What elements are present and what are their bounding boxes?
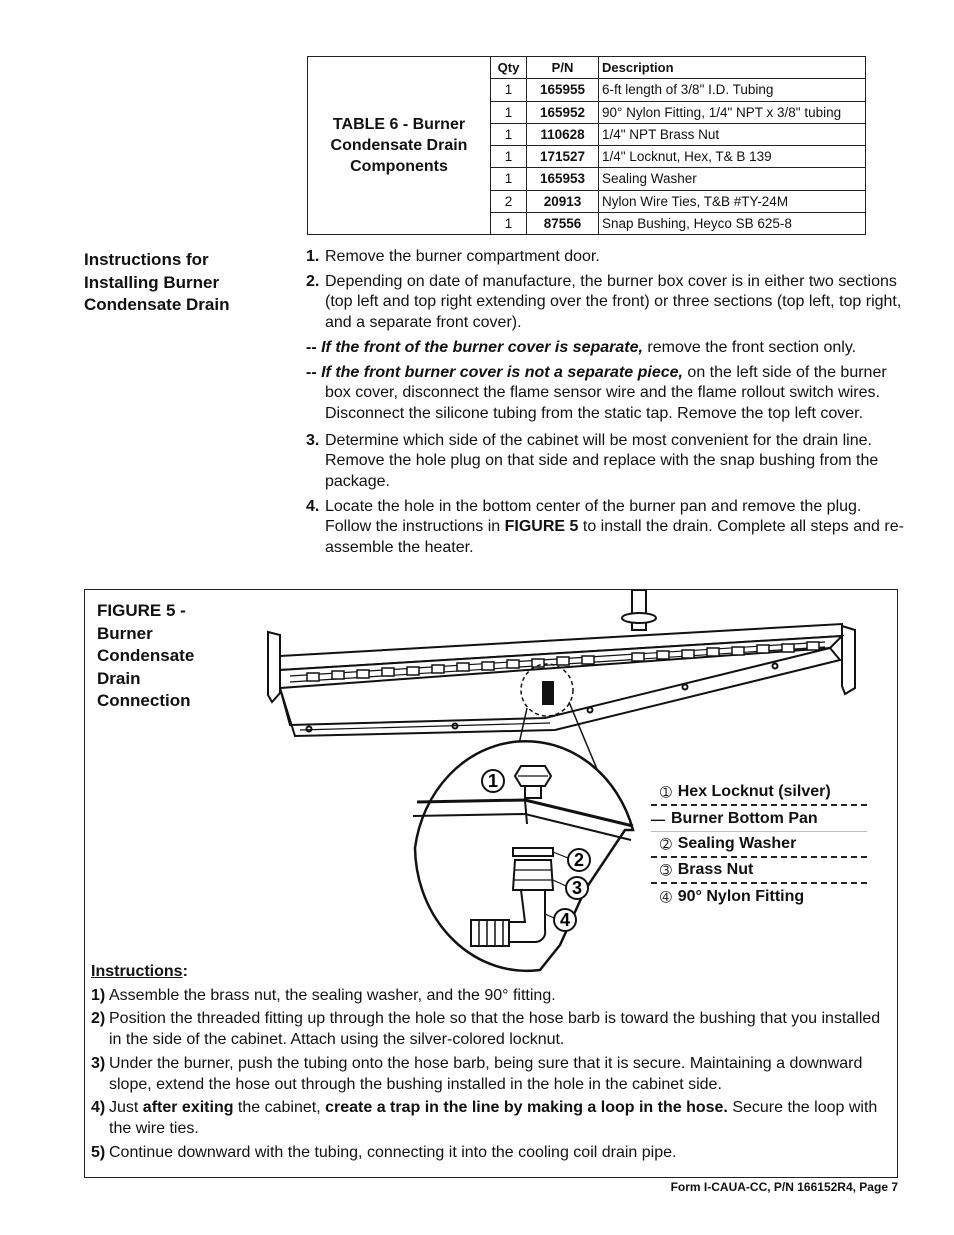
table-row	[491, 79, 865, 101]
cell-qty: 2	[491, 191, 527, 212]
components-table	[307, 56, 866, 235]
step-3	[306, 431, 906, 493]
table-header-row	[491, 57, 865, 79]
figure-5-box	[84, 589, 898, 1178]
instructions-heading	[91, 962, 891, 983]
figure-title: FIGURE 5 - Burner Condensate Drain Connection	[97, 601, 195, 710]
table-row	[491, 124, 865, 146]
cell-pn: 110628	[527, 124, 599, 145]
cell-description: 90° Nylon Fitting, 1/4" NPT x 3/8" tubing	[602, 104, 842, 120]
step-emphasis: create a trap in the line by making a loop in the hose.	[325, 1099, 728, 1117]
header-qty: Qty	[491, 57, 527, 78]
legend-label: Brass Nut	[677, 861, 754, 878]
table-row	[491, 102, 865, 124]
table-row	[491, 191, 865, 213]
left-bracket	[268, 632, 280, 702]
step-number: 3.	[306, 431, 320, 449]
sealing-washer	[513, 848, 553, 856]
step-number: 2.	[306, 272, 320, 290]
step-number: 4)	[91, 1099, 106, 1117]
callout-4: 4	[559, 910, 571, 930]
legend-marker: ➀	[660, 783, 672, 800]
legend-label: Hex Locknut (silver)	[677, 783, 831, 800]
cell-pn: 165952	[527, 102, 599, 123]
step-number: 1.	[306, 248, 320, 265]
dash-note-not-separate	[306, 363, 906, 425]
legend-item	[651, 780, 867, 806]
install-steps	[306, 247, 906, 563]
note-emphasis: -- If the front burner cover is not a separate piece,	[306, 363, 683, 381]
cell-qty: 1	[491, 213, 527, 234]
step-text: Just	[109, 1099, 143, 1117]
table-row	[491, 213, 865, 234]
right-bracket	[842, 626, 855, 694]
callout-3: 3	[571, 878, 583, 898]
step-number: 2)	[91, 1010, 106, 1028]
legend-item	[651, 806, 867, 832]
step-1	[306, 247, 906, 268]
cell-qty: 1	[491, 168, 527, 189]
step-text: Secure the loop with the wire ties.	[109, 1099, 878, 1137]
legend-label: 90° Nylon Fitting	[677, 888, 805, 905]
table-row	[491, 168, 865, 190]
step-text: Remove the burner compartment door.	[325, 248, 600, 265]
cell-description: 1/4" Locknut, Hex, T& B 139	[602, 149, 772, 165]
cell-pn: 87556	[527, 213, 599, 234]
step-number: 3)	[91, 1054, 106, 1072]
step-text: Assemble the brass nut, the sealing washer, and the 90° fitting.	[109, 986, 556, 1004]
cell-pn: 165955	[527, 79, 599, 100]
note-text: on the left side of the burner box cover, disconnect the flame sensor wire and the flame rollout switch wires. Disconnect the silicone tubing from the static tap. Remove the top left cover.	[325, 363, 887, 422]
cell-description: Sealing Washer	[602, 171, 697, 187]
cell-description: Snap Bushing, Heyco SB 625-8	[602, 215, 792, 231]
note-text: remove the front section only.	[642, 338, 857, 356]
legend-marker: ➁	[660, 835, 672, 852]
legend-item	[651, 884, 867, 910]
cell-pn: 171527	[527, 146, 599, 167]
callout-2: 2	[573, 850, 585, 870]
step-4	[306, 497, 906, 559]
figure-step-1	[91, 986, 891, 1007]
header-pn: P/N	[527, 57, 599, 78]
instructions-colon: :	[182, 963, 188, 980]
legend-item	[651, 858, 867, 884]
table-grid	[491, 57, 865, 234]
cell-qty: 1	[491, 79, 527, 100]
legend-label: Sealing Washer	[677, 835, 797, 852]
legend-marker: ➃	[660, 888, 672, 905]
dash-note-separate	[306, 338, 906, 359]
step-text: Under the burner, push the tubing onto the hose barb, being sure that it is secure. Maintaining a downward slope, extend the hose out through the bushing installed in the hole in the cabinet side.	[109, 1054, 863, 1093]
step-number: 1)	[91, 986, 106, 1004]
figure-step-5	[91, 1143, 891, 1164]
legend-marker: ➂	[660, 861, 672, 878]
cell-description: Nylon Wire Ties, T&B #TY-24M	[602, 193, 789, 209]
figure-step-3	[91, 1054, 891, 1095]
callout-1: 1	[487, 771, 499, 791]
cell-description: 6-ft length of 3/8" I.D. Tubing	[602, 82, 774, 98]
step-number: 4.	[306, 497, 320, 515]
figure-step-4	[91, 1098, 891, 1139]
table-row	[491, 146, 865, 168]
step-text: Locate the hole in the bottom center of the burner pan and remove the plug. Follow the instructions in	[325, 497, 862, 536]
cell-qty: 1	[491, 146, 527, 167]
legend-label: Burner Bottom Pan	[671, 809, 818, 827]
step-number: 5)	[91, 1143, 106, 1161]
figure-reference: FIGURE 5	[504, 518, 579, 536]
legend-marker: —	[651, 810, 665, 827]
figure-instructions	[91, 962, 891, 1163]
cell-qty: 1	[491, 124, 527, 145]
cell-description: 1/4" NPT Brass Nut	[602, 126, 720, 142]
cell-pn: 20913	[527, 191, 599, 212]
figure-step-2	[91, 1009, 891, 1050]
step-text: Position the threaded fitting up through the hole so that the hose barb is toward the bushing that you installed in the side of the cabinet. Attach using the silver-colored locknut.	[109, 1010, 881, 1049]
instructions-title: Instructions	[91, 963, 183, 980]
cell-qty: 1	[491, 102, 527, 123]
header-description: Description	[602, 60, 674, 76]
step-text: Continue downward with the tubing, connecting it into the cooling coil drain pipe.	[109, 1143, 677, 1161]
step-text: Determine which side of the cabinet will be most convenient for the drain line. Remove the hole plug on that side and replace with the snap bushing from the package.	[325, 431, 879, 491]
step-text: Depending on date of manufacture, the burner box cover is in either two sections (top left and top right extending over the front) or three sections (top left, top right, and a separate front cover).	[325, 272, 902, 332]
legend-item	[651, 832, 867, 858]
table-caption: TABLE 6 - Burner Condensate Drain Components	[308, 57, 491, 234]
parts-legend	[651, 780, 867, 910]
step-2	[306, 272, 906, 334]
brass-nut	[513, 860, 553, 890]
step-text: the cabinet,	[233, 1099, 326, 1117]
page-footer: Form I-CAUA-CC, P/N 166152R4, Page 7	[670, 1180, 898, 1194]
section-heading: Instructions for Installing Burner Condensate Drain	[84, 250, 230, 314]
flue-collar	[622, 613, 656, 623]
step-emphasis: after exiting	[142, 1099, 234, 1117]
cell-pn: 165953	[527, 168, 599, 189]
note-emphasis: -- If the front of the burner cover is separate,	[306, 338, 643, 356]
step-text: to install the drain. Complete all steps and re-assemble the heater.	[325, 518, 904, 557]
